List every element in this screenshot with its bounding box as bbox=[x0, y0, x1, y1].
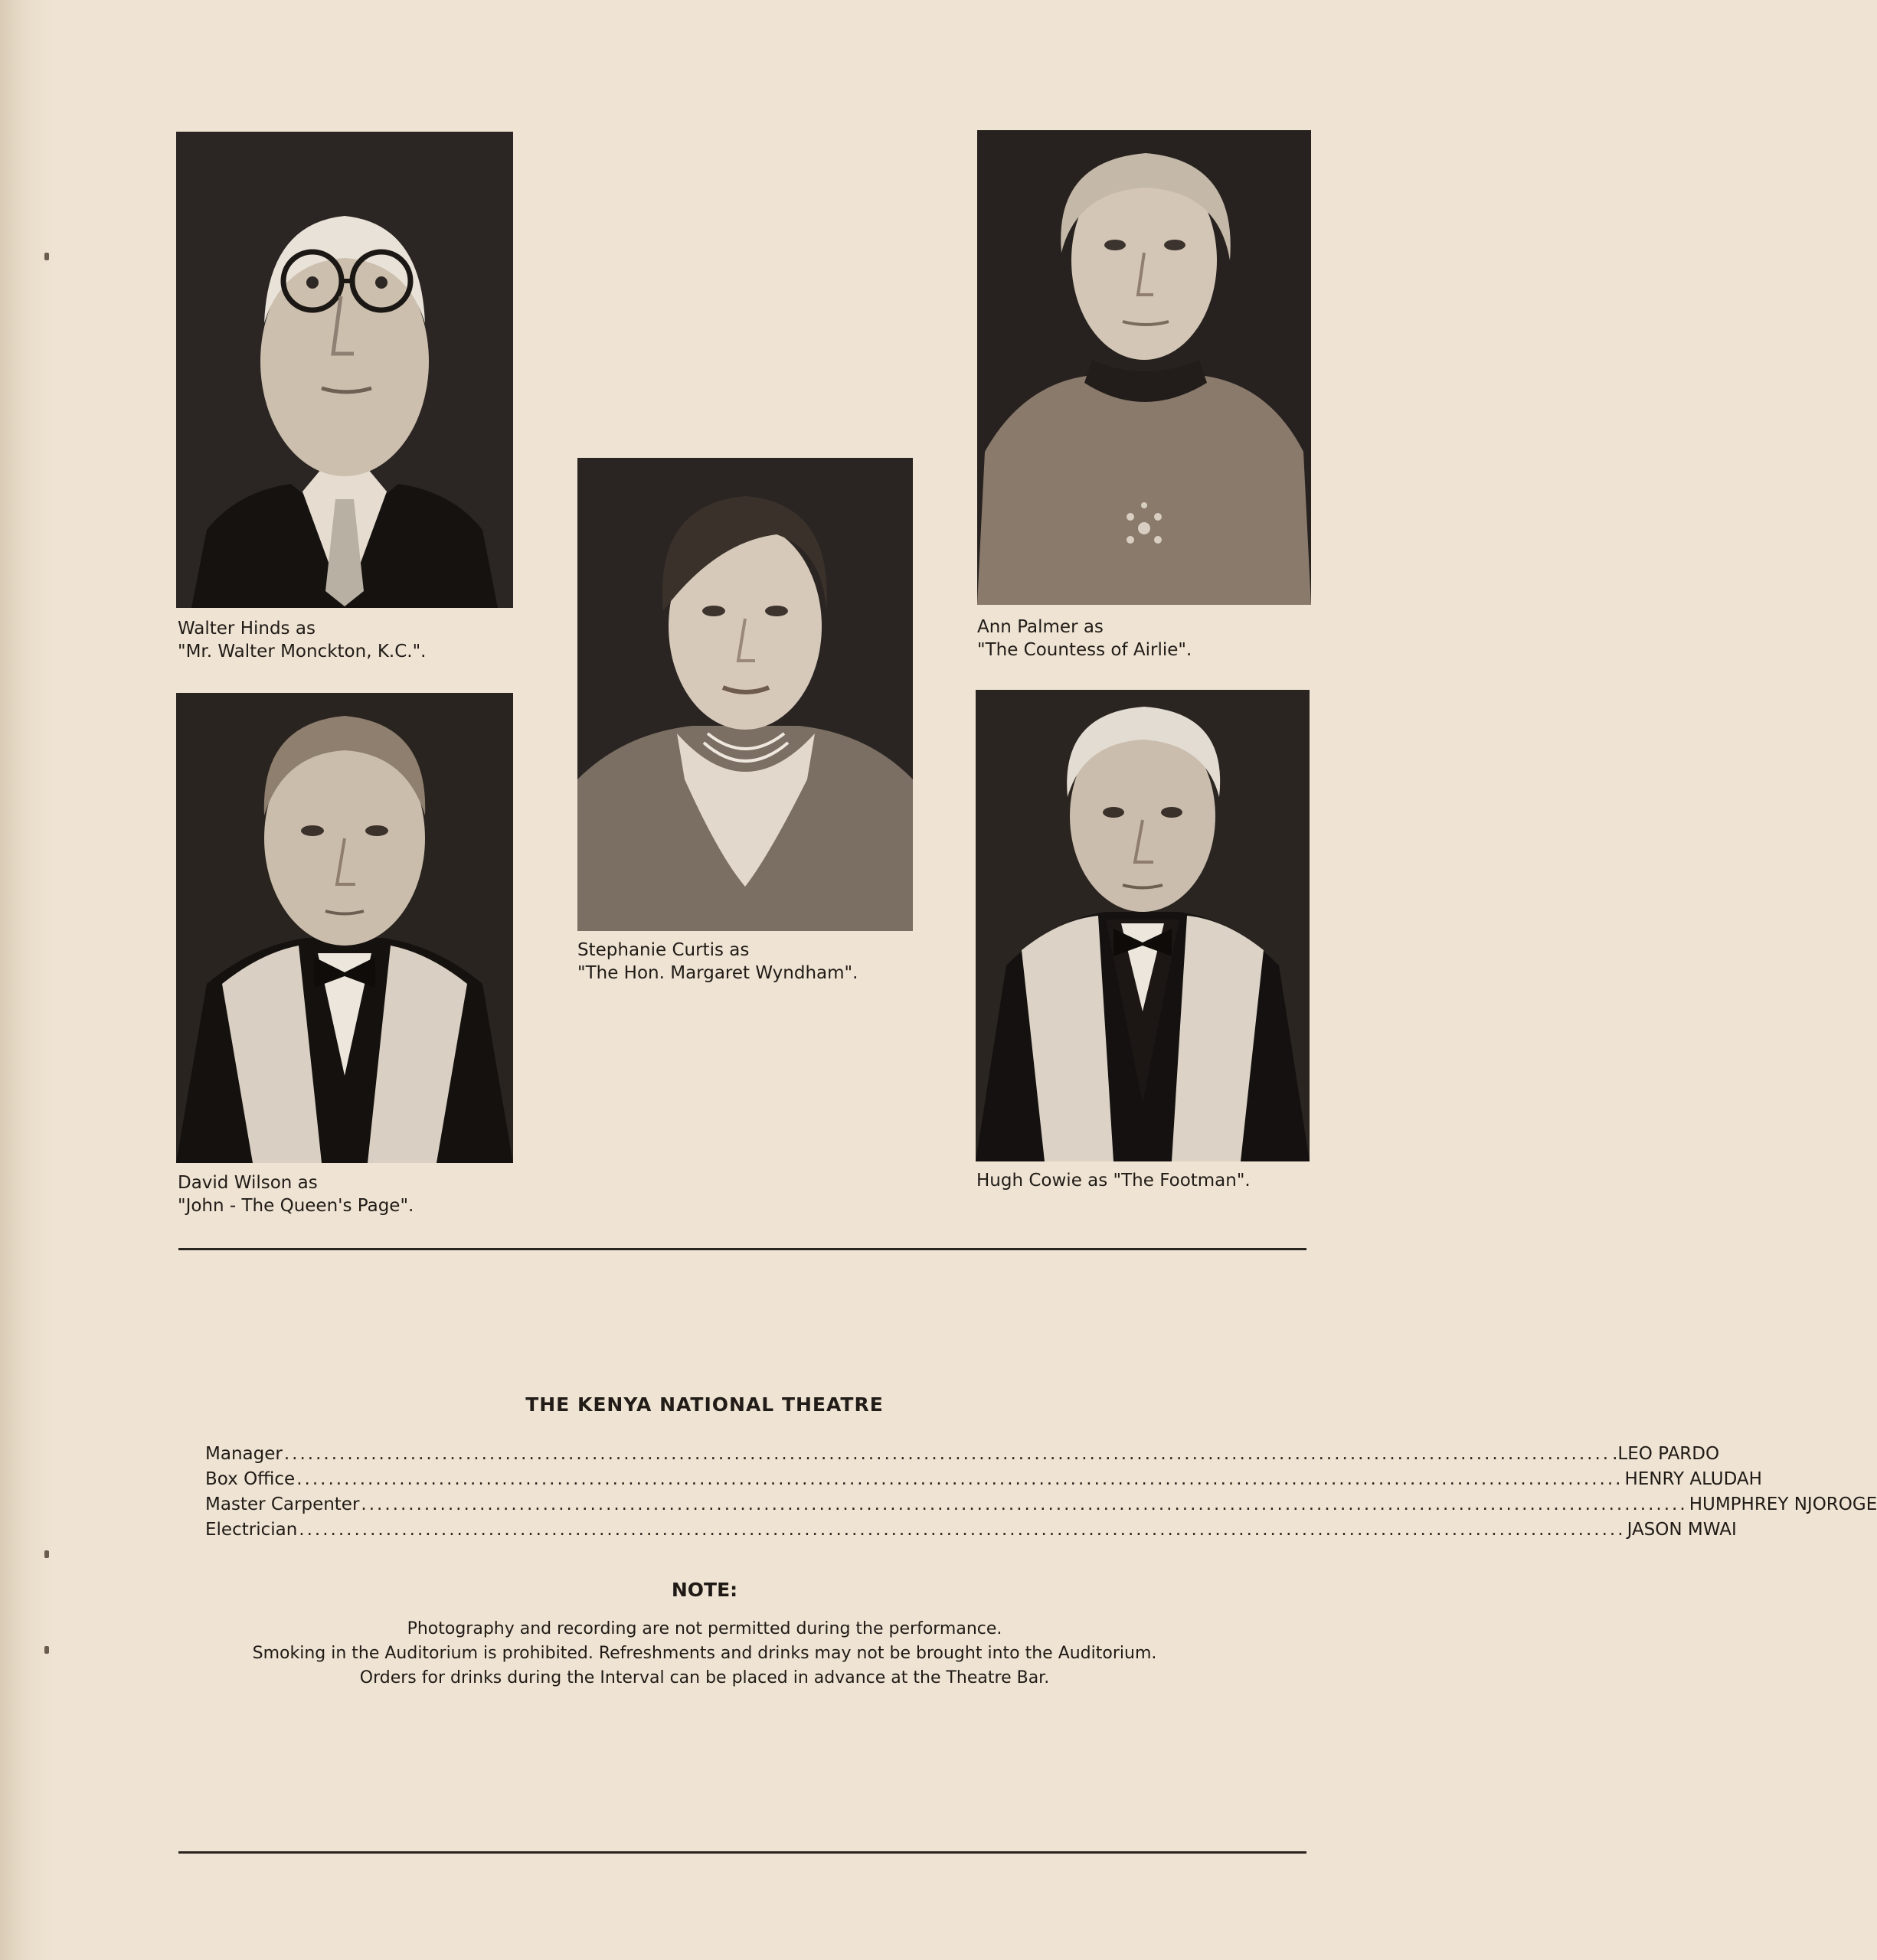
leader-dots: ........................................................................................................................................................................ bbox=[299, 1520, 1626, 1540]
staff-role: Box Office bbox=[205, 1469, 296, 1489]
portrait-ann-palmer bbox=[977, 130, 1311, 605]
staff-name: JASON MWAI bbox=[1627, 1520, 1737, 1540]
staff-list bbox=[205, 1444, 1877, 1545]
staff-role: Electrician bbox=[205, 1520, 298, 1540]
staff-name: HUMPHREY NJOROGE bbox=[1689, 1494, 1877, 1514]
staff-row bbox=[205, 1494, 1877, 1520]
caption-line: "The Hon. Margaret Wyndham". bbox=[577, 963, 858, 983]
caption-walter-hinds bbox=[178, 617, 426, 663]
caption-david-wilson bbox=[178, 1171, 414, 1217]
leader-dots: ........................................................................................................................................................................ bbox=[283, 1444, 1611, 1464]
staff-role: Master Carpenter bbox=[205, 1494, 360, 1514]
bottom-rule bbox=[178, 1851, 1306, 1854]
portrait-walter-hinds bbox=[176, 132, 513, 608]
caption-hugh-cowie bbox=[976, 1169, 1251, 1192]
staff-row bbox=[205, 1520, 1737, 1545]
portrait-david-wilson bbox=[176, 693, 513, 1163]
staff-row bbox=[205, 1469, 1762, 1494]
caption-line: Walter Hinds as bbox=[178, 619, 316, 639]
caption-line: David Wilson as bbox=[178, 1173, 318, 1193]
caption-line: Stephanie Curtis as bbox=[577, 940, 750, 960]
staff-role: Manager bbox=[205, 1444, 283, 1464]
portrait-hugh-cowie bbox=[976, 690, 1310, 1161]
caption-stephanie-curtis bbox=[577, 939, 858, 985]
caption-line: "Mr. Walter Monckton, K.C.". bbox=[178, 642, 427, 662]
caption-line: Ann Palmer as bbox=[977, 617, 1104, 637]
staff-name: HENRY ALUDAH bbox=[1624, 1469, 1762, 1489]
note-heading: NOTE: bbox=[671, 1579, 738, 1601]
caption-line: Hugh Cowie as "The Footman". bbox=[976, 1171, 1251, 1191]
staff-name: .LEO PARDO bbox=[1612, 1444, 1720, 1464]
leader-dots: ........................................................................................................................................................................ bbox=[361, 1494, 1688, 1514]
note-text bbox=[0, 1617, 1409, 1690]
theatre-title: THE KENYA NATIONAL THEATRE bbox=[525, 1393, 884, 1416]
leader-dots: ........................................................................................................................................................................ bbox=[296, 1469, 1624, 1489]
note-line: Photography and recording are not permitted during the performance. bbox=[407, 1619, 1002, 1638]
note-line: Orders for drinks during the Interval can be placed in advance at the Theatre Bar. bbox=[359, 1668, 1050, 1687]
caption-ann-palmer bbox=[977, 616, 1192, 662]
staff-row bbox=[205, 1444, 1720, 1469]
binding-staple-mark bbox=[44, 253, 49, 260]
caption-line: "The Countess of Airlie". bbox=[977, 640, 1192, 660]
portrait-stephanie-curtis bbox=[577, 458, 913, 931]
note-line: Smoking in the Auditorium is prohibited. Refreshments and drinks may not be brought into the Auditorium. bbox=[252, 1644, 1157, 1663]
divider-rule bbox=[178, 1248, 1306, 1250]
binding-staple-mark bbox=[44, 1550, 49, 1558]
caption-line: "John - The Queen's Page". bbox=[178, 1196, 414, 1216]
